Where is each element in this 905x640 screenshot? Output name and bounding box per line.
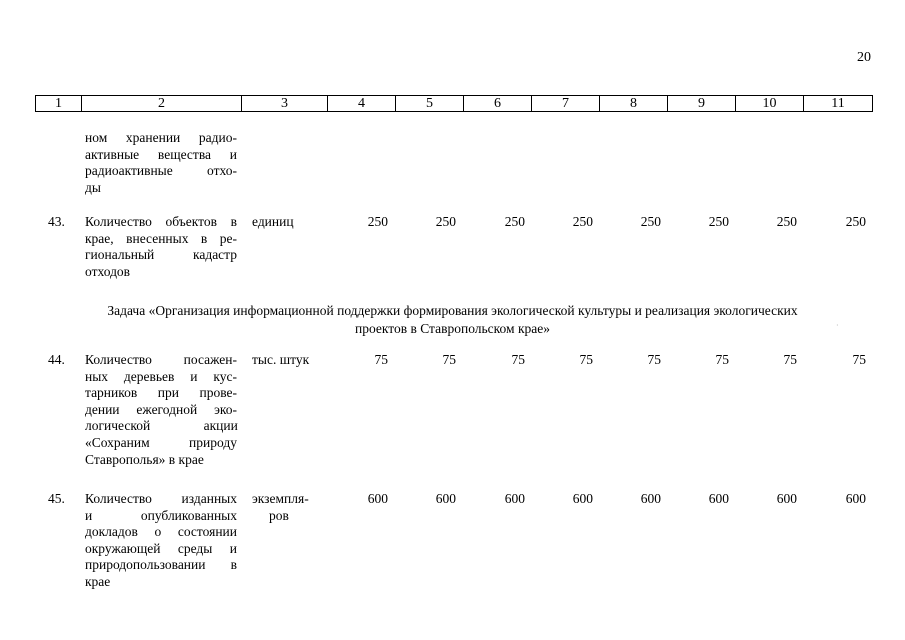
header-cell: 1 — [36, 96, 82, 112]
unit-line: тыс. штук — [252, 352, 310, 367]
value-cell: 250 — [572, 214, 593, 229]
desc-line: «Сохраним природу — [85, 434, 237, 450]
desc-line: окружающей среды и — [85, 540, 237, 556]
row-unit — [252, 491, 309, 524]
value-cell: 600 — [845, 491, 866, 506]
row-number: 43. — [48, 214, 65, 229]
row-description — [85, 491, 237, 591]
header-cell: 3 — [242, 96, 328, 112]
column-number-header — [35, 95, 873, 112]
desc-line: крае, внесенных в ре- — [85, 230, 237, 246]
value-cell: 600 — [640, 491, 661, 506]
header-cell: 6 — [464, 96, 532, 112]
unit-line: экземпля- — [252, 491, 309, 506]
value-cell: 600 — [435, 491, 456, 506]
desc-line: гиональный кадастр — [85, 247, 237, 263]
task-line: проектов в Ставропольском крае» — [355, 321, 550, 336]
value-cell: 75 — [715, 352, 729, 367]
desc-line: радиоактивные отхо- — [85, 163, 237, 179]
task-heading — [40, 302, 865, 338]
desc-line: тарников при прове- — [85, 385, 237, 401]
value-cell: 600 — [504, 491, 525, 506]
value-cell: 75 — [647, 352, 661, 367]
desc-line: ды — [85, 179, 101, 195]
value-cell: 600 — [776, 491, 797, 506]
value-cell: 250 — [504, 214, 525, 229]
value-cell: 250 — [708, 214, 729, 229]
desc-line: крае — [85, 573, 111, 589]
page-number: 20 — [857, 50, 871, 65]
value-cell: 600 — [572, 491, 593, 506]
desc-line: Количество объектов в — [85, 214, 237, 229]
header-cell: 10 — [736, 96, 804, 112]
continued-description — [85, 130, 237, 196]
value-cell: 75 — [852, 352, 866, 367]
desc-line: активные вещества и — [85, 146, 237, 162]
row-description — [85, 214, 237, 280]
header-cell: 7 — [532, 96, 600, 112]
desc-line: Количество изданных — [85, 491, 237, 506]
desc-line: докладов о состоянии — [85, 524, 237, 540]
desc-line: ных деревьев и кус- — [85, 368, 237, 384]
value-cell: 75 — [374, 352, 388, 367]
task-line: Задача «Организация информационной поддержки формирования экологической культуры и реализация экологических — [107, 303, 798, 318]
desc-line: логической акции — [85, 418, 238, 434]
header-cell: 9 — [668, 96, 736, 112]
value-cell: 75 — [442, 352, 456, 367]
header-cell: 4 — [328, 96, 396, 112]
value-cell: 250 — [367, 214, 388, 229]
value-cell: 250 — [435, 214, 456, 229]
desc-line: и опубликованных — [85, 507, 237, 523]
value-cell: 600 — [367, 491, 388, 506]
value-cell: 75 — [579, 352, 593, 367]
desc-line: дении ежегодной эко- — [85, 401, 237, 417]
row-number: 44. — [48, 352, 65, 367]
header-cell: 2 — [82, 96, 242, 112]
desc-line: природопользовании в — [85, 557, 237, 573]
value-cell: 250 — [845, 214, 866, 229]
value-cell: 250 — [640, 214, 661, 229]
row-number: 45. — [48, 491, 65, 506]
desc-line: отходов — [85, 263, 131, 279]
value-cell: 600 — [708, 491, 729, 506]
row-unit — [252, 214, 294, 231]
row-description — [85, 352, 237, 468]
header-cell: 8 — [600, 96, 668, 112]
unit-line: ров — [269, 507, 289, 523]
header-cell: 11 — [804, 96, 873, 112]
desc-line: ном хранении радио- — [85, 130, 237, 145]
header-cell: 5 — [396, 96, 464, 112]
desc-line: Ставрополья» в крае — [85, 451, 204, 467]
desc-line: Количество посажен- — [85, 352, 237, 367]
value-cell: 250 — [776, 214, 797, 229]
row-unit — [252, 352, 309, 369]
unit-line: единиц — [252, 214, 294, 229]
scan-mark: · — [836, 321, 839, 330]
value-cell: 75 — [511, 352, 525, 367]
value-cell: 75 — [783, 352, 797, 367]
